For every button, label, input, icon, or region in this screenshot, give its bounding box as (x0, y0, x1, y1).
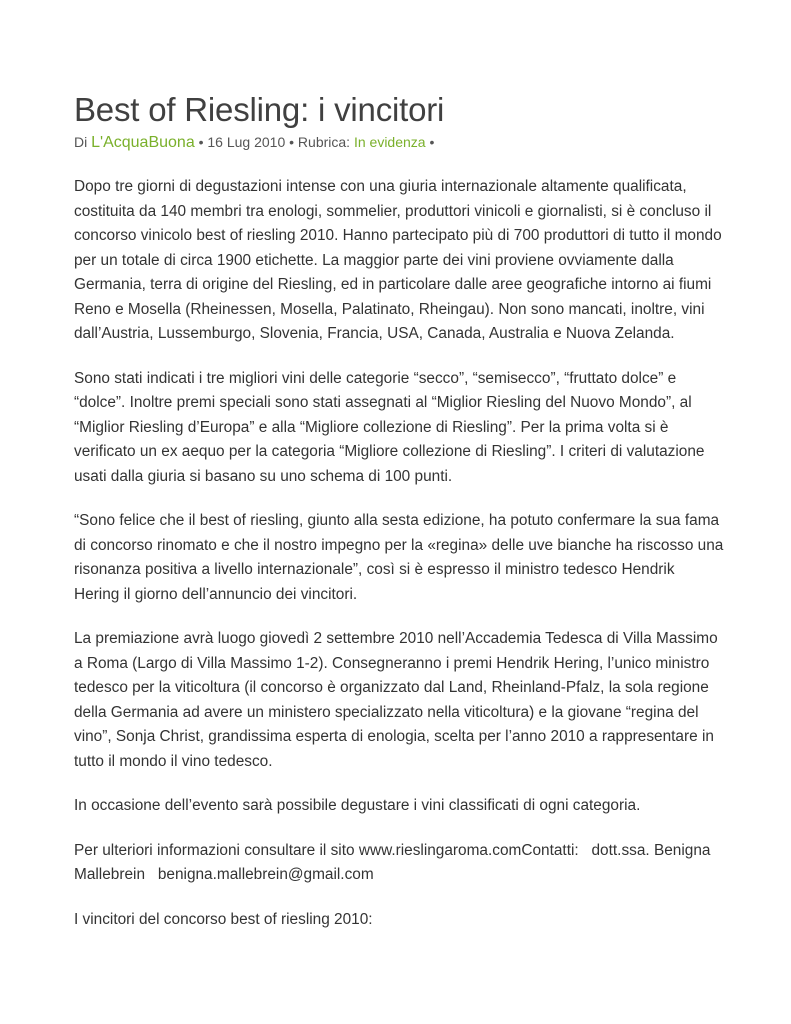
meta-trailing: • (429, 134, 435, 150)
paragraph: In occasione dell’evento sarà possibile degustare i vini classificati di ogni categoria. (74, 797, 641, 814)
by-prefix: Di (74, 134, 88, 150)
contact-paragraph (74, 839, 724, 888)
closing-paragraph: I vincitori del concorso best of riesling 2010: (74, 910, 373, 928)
article-title: Best of Riesling: i vincitori (74, 91, 445, 128)
article-meta (74, 132, 724, 153)
paragraph: Sono stati indicati i tre migliori vini delle categorie “secco”, “semisecco”, “fruttato dolce” e “dolce”. Inoltre premi speciali sono stati assegnati al “Miglior Riesling del Nuovo Mondo”, al “Miglior Riesling d’Europa” e alla “Migliore collezione di Riesling”. Per la prima volta si è verificato un ex aequo per la categoria “Migliore collezione di Riesling”. I criteri di valutazione usati dalla giuria si basano su uno schema di 100 punti. (74, 369, 705, 485)
paragraph: La premiazione avrà luogo giovedì 2 settembre 2010 nell’Accademia Tedesca di Villa Massimo a Roma (Largo di Villa Massimo 1-2). Consegneranno i premi Hendrik Hering, l’unico ministro tedesco per la viticoltura (il concorso è organizzato dal Land, Rheinland-Pfalz, la sola regione della Germania ad avere un ministero specializzato nella viticoltura) e la giovane “regina del vino”, Sonja Christ, grandissima esperta di enologia, scelta per l’anno 2010 a rappresentare in tutto il mondo il vino tedesco. (74, 630, 718, 770)
date-text: • 16 Lug 2010 • Rubrica: (198, 134, 351, 150)
paragraph: “Sono felice che il best of riesling, giunto alla sesta edizione, ha potuto confermare la sua fama di concorso rinomato e che il nostro impegno per la «regina» delle uve bianche ha riscosso una risonanza positiva a livello internazionale”, così si è espresso il ministro tedesco Hendrik Hering il giorno dell’annuncio dei vincitori. (74, 512, 724, 603)
category-link[interactable]: In evidenza (353, 134, 426, 150)
author-link[interactable]: L'AcquaBuona (91, 134, 195, 151)
contact-name: dott.ssa. Benigna Mallebrein (74, 841, 711, 883)
article-body (74, 175, 724, 932)
contact-intro: Per ulteriori informazioni consultare il sito www.rieslingaroma.comContatti: (74, 841, 579, 859)
article (74, 88, 724, 952)
paragraph: Dopo tre giorni di degustazioni intense con una giuria internazionale altamente qualificata, costituita da 140 membri tra enologi, sommelier, produttori vinicoli e giornalisti, si è concluso il concorso vinicolo best of riesling 2010. Hanno partecipato più di 700 produttori di tutto il mondo per un totale di circa 1900 etichette. La maggior parte dei vini proviene ovviamente dalla Germania, terra di origine del Riesling, ed in particolare dalle aree geografiche intorno ai fiumi Reno e Mosella (Rheinessen, Mosella, Palatinato, Rheingau). Non sono mancati, inoltre, vini dall’Austria, Lussemburgo, Slovenia, Francia, USA, Canada, Australia e Nuova Zelanda. (74, 178, 722, 342)
contact-email: benigna.mallebrein@gmail.com (157, 866, 374, 883)
